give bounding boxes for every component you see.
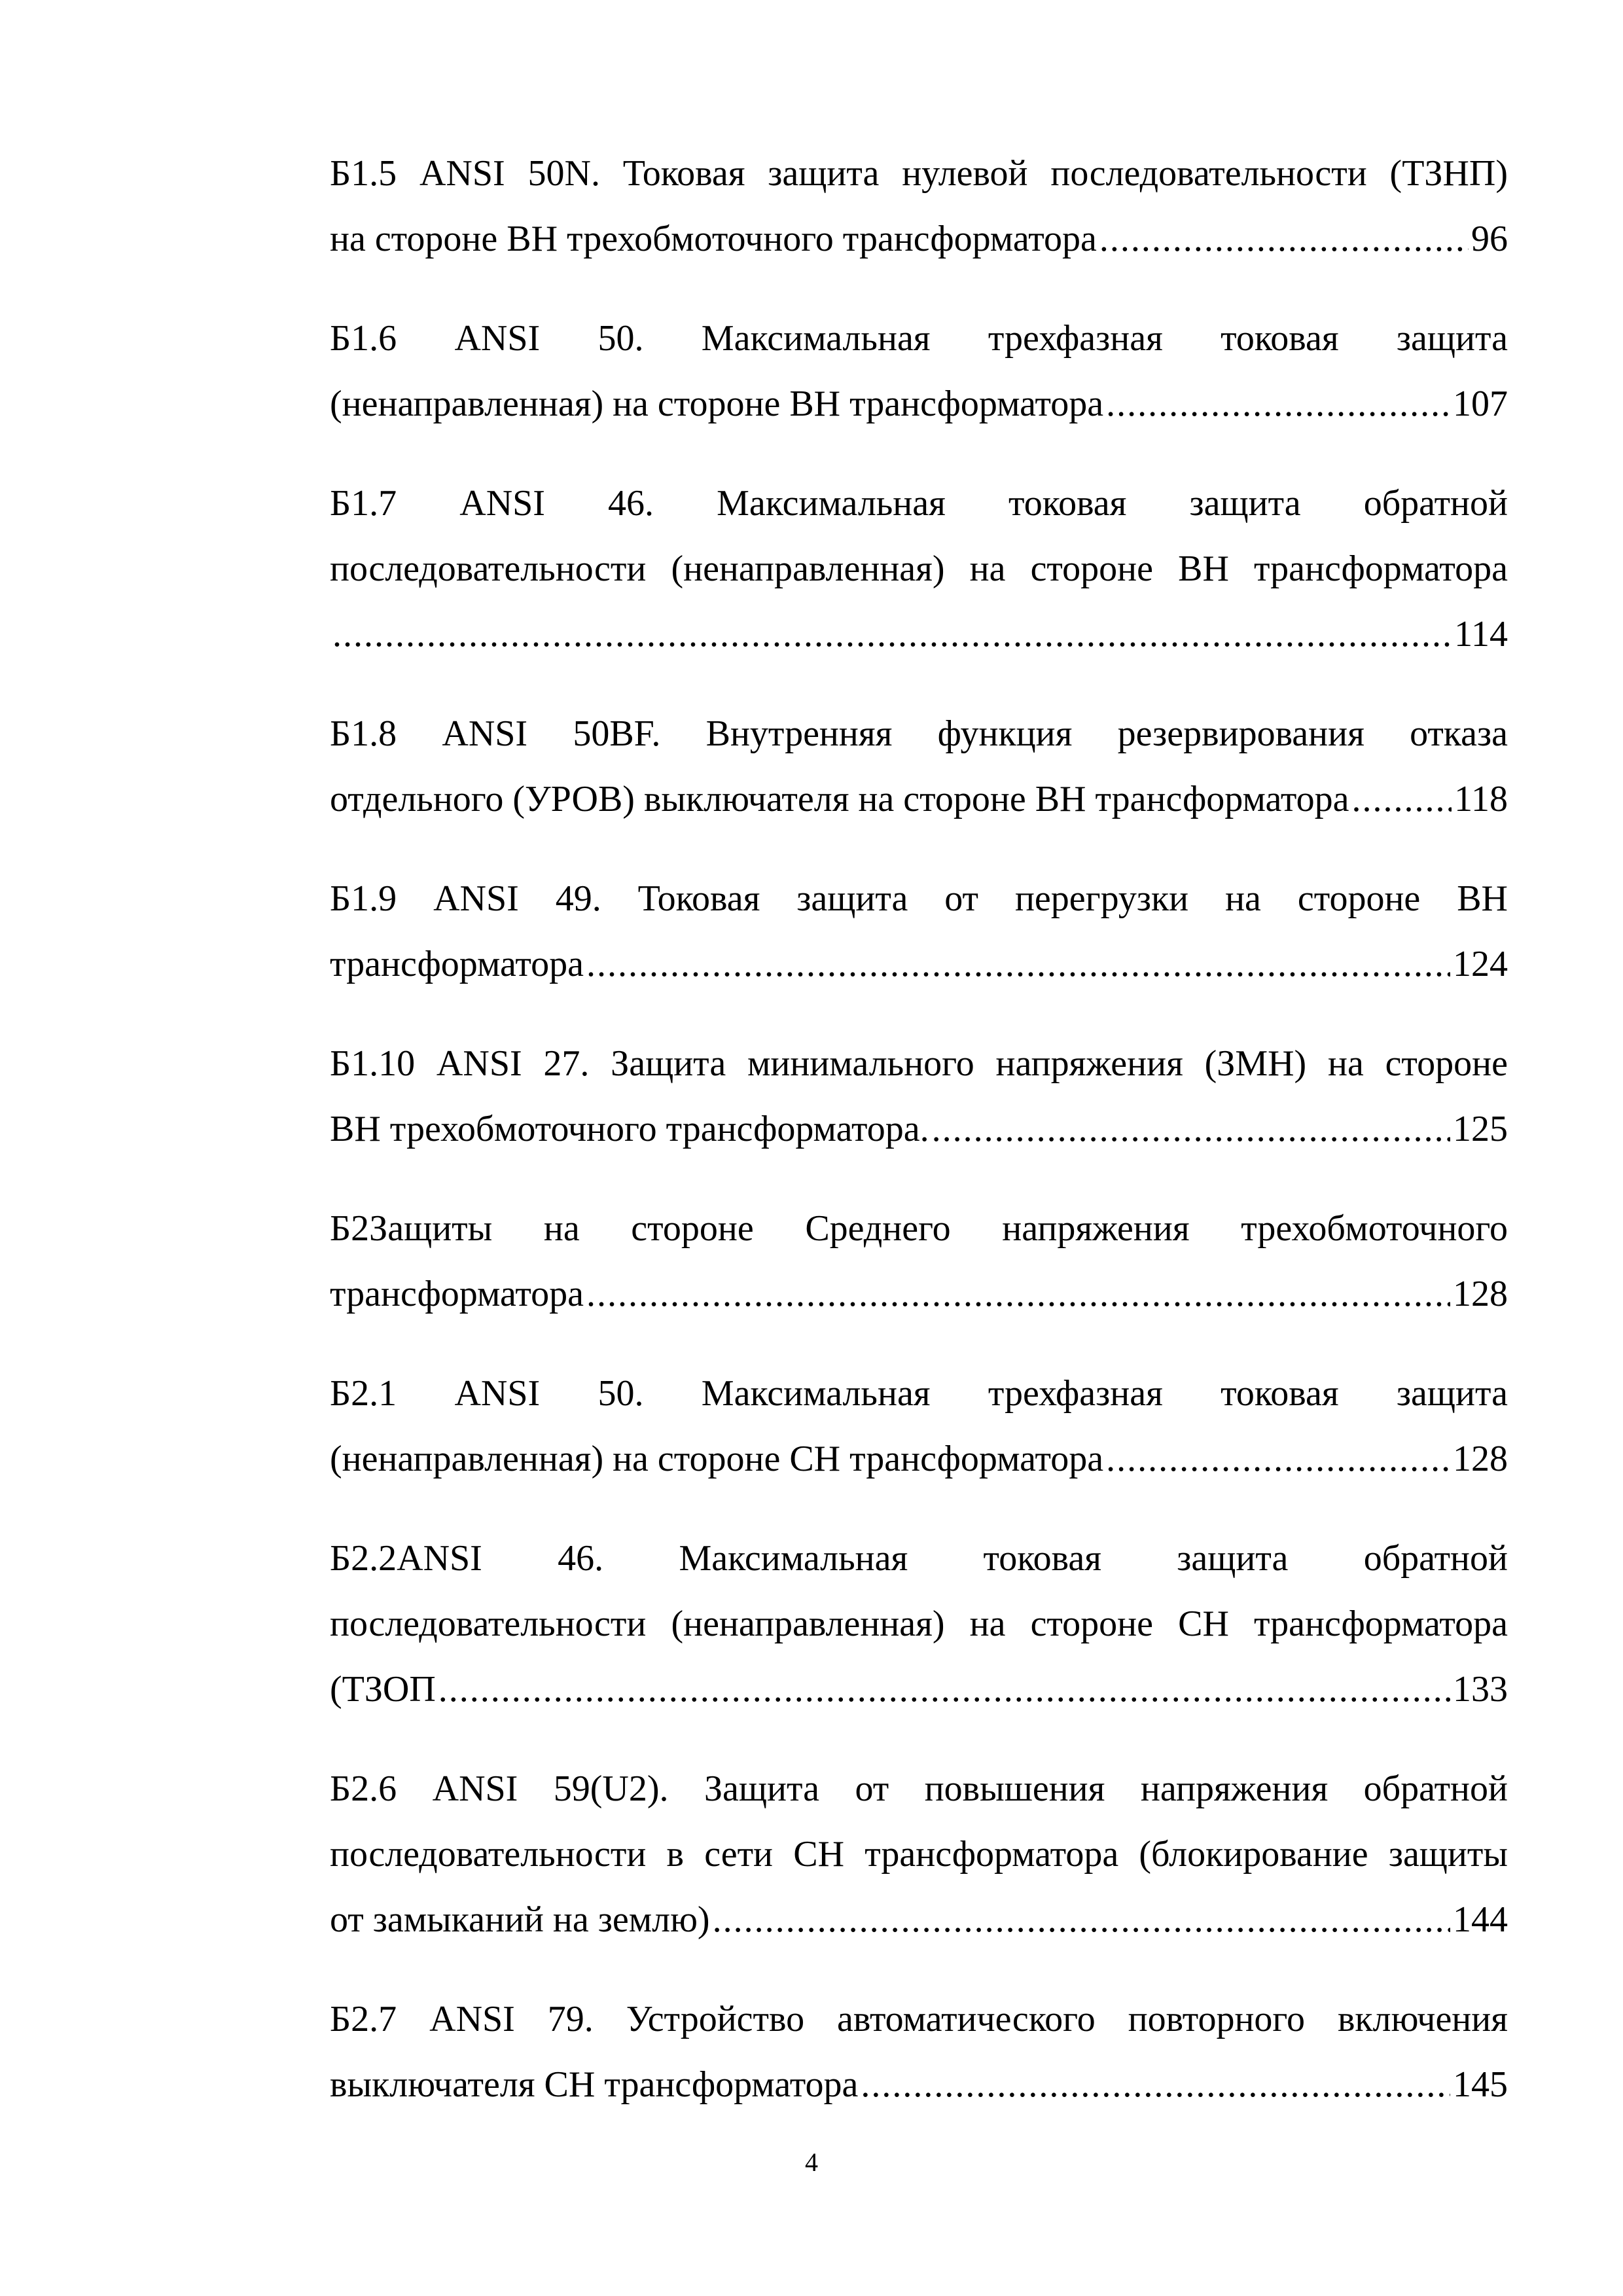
toc-entry-text: последовательности (ненаправленная) на стороне ВН трансформатора (330, 548, 1508, 589)
toc-entry-last-line (330, 601, 1508, 667)
toc-entry[interactable] (330, 1756, 1508, 1952)
toc-entry-text: последовательности (ненаправленная) на стороне СН трансформатора (330, 1604, 1508, 1644)
toc-page-ref: 125 (1453, 1109, 1508, 1149)
toc-entry-text: от замыканий на землю) (330, 1899, 710, 1940)
toc-entry-text: Б2.1 ANSI 50. Максимальная трехфазная токовая защита (330, 1373, 1508, 1414)
toc-entry[interactable] (330, 1526, 1508, 1722)
toc-entry-text: Б1.5 ANSI 50N. Токовая защита нулевой последовательности (ТЗНП) (330, 153, 1508, 194)
dot-leader (1106, 1426, 1450, 1492)
toc-page-ref: 118 (1454, 779, 1508, 819)
toc-page-ref: 128 (1453, 1274, 1508, 1314)
toc-entry-last-line (330, 2052, 1508, 2117)
dot-leader (586, 931, 1450, 997)
toc-page-ref: 144 (1453, 1899, 1508, 1940)
dot-leader (1352, 766, 1452, 832)
toc-entry-text: Б1.6 ANSI 50. Максимальная трехфазная токовая защита (330, 318, 1508, 359)
toc-entry-last-line (330, 766, 1508, 832)
toc-page-ref: 133 (1453, 1669, 1508, 1710)
dot-leader (861, 2052, 1450, 2117)
dot-leader (932, 1096, 1450, 1162)
dot-leader (1106, 371, 1450, 437)
toc-entry[interactable] (330, 1196, 1508, 1327)
page-number: 4 (805, 2147, 818, 2177)
dot-leader (1099, 206, 1469, 272)
toc-entry-last-line (330, 206, 1508, 272)
toc-entry[interactable] (330, 141, 1508, 272)
dot-leader (438, 1657, 1450, 1722)
toc-entry-text: Б1.8 ANSI 50BF. Внутренняя функция резервирования отказа (330, 713, 1508, 754)
toc-entry-last-line (330, 1096, 1508, 1162)
toc-entry-text: Б1.7 ANSI 46. Максимальная токовая защита обратной (330, 483, 1508, 524)
toc-entry-last-line (330, 371, 1508, 437)
toc-page-ref: 124 (1453, 944, 1508, 984)
toc-entry-text: (ненаправленная) на стороне СН трансформатора (330, 1439, 1104, 1479)
toc-page-ref: 96 (1471, 219, 1508, 259)
toc-entry-text: отдельного (УРОВ) выключателя на стороне ВН трансформатора (330, 779, 1349, 819)
toc-entry[interactable] (330, 1986, 1508, 2117)
toc-entry-last-line (330, 931, 1508, 997)
toc-entry-last-line (330, 1887, 1508, 1952)
toc-page-ref: 128 (1453, 1439, 1508, 1479)
toc-entry-last-line (330, 1261, 1508, 1327)
toc-entry[interactable] (330, 471, 1508, 667)
toc-entry-text: Б2Защиты на стороне Среднего напряжения трехобмоточного (330, 1208, 1508, 1249)
toc-entry[interactable] (330, 866, 1508, 997)
toc-entry-text: выключателя СН трансформатора (330, 2064, 859, 2105)
toc-entry-last-line (330, 1426, 1508, 1492)
toc-entry[interactable] (330, 1361, 1508, 1492)
toc-page-ref: 107 (1453, 384, 1508, 424)
toc-page-ref: 145 (1453, 2064, 1508, 2105)
toc-page-ref: 114 (1454, 614, 1508, 655)
toc-entry-text: Б2.2ANSI 46. Максимальная токовая защита обратной (330, 1538, 1508, 1579)
toc-entry-text: последовательности в сети СН трансформатора (блокирование защиты (330, 1834, 1508, 1874)
toc-entry-text: Б1.10 ANSI 27. Защита минимального напряжения (ЗМН) на стороне (330, 1043, 1508, 1084)
toc-entry[interactable] (330, 306, 1508, 437)
toc-entry-text: трансформатора (330, 944, 584, 984)
toc-entry-text: Б1.9 ANSI 49. Токовая защита от перегрузки на стороне ВН (330, 878, 1508, 919)
toc-entry[interactable] (330, 1031, 1508, 1162)
dot-leader (586, 1261, 1450, 1327)
toc-entry-text: трансформатора (330, 1274, 584, 1314)
toc-entry-text: Б2.7 ANSI 79. Устройство автоматического повторного включения (330, 1999, 1508, 2039)
dot-leader (713, 1887, 1450, 1952)
toc-entry-text: на стороне ВН трехобмоточного трансформатора (330, 219, 1097, 259)
toc-entry-text: (ТЗОП (330, 1669, 436, 1710)
table-of-contents (330, 141, 1508, 2151)
toc-entry-text: ВН трехобмоточного трансформатора. (330, 1109, 929, 1149)
toc-entry[interactable] (330, 701, 1508, 832)
toc-entry-last-line (330, 1657, 1508, 1722)
dot-leader (332, 601, 1452, 667)
toc-entry-text: Б2.6 ANSI 59(U2). Защита от повышения напряжения обратной (330, 1768, 1508, 1809)
toc-entry-text: (ненаправленная) на стороне ВН трансформатора (330, 384, 1104, 424)
